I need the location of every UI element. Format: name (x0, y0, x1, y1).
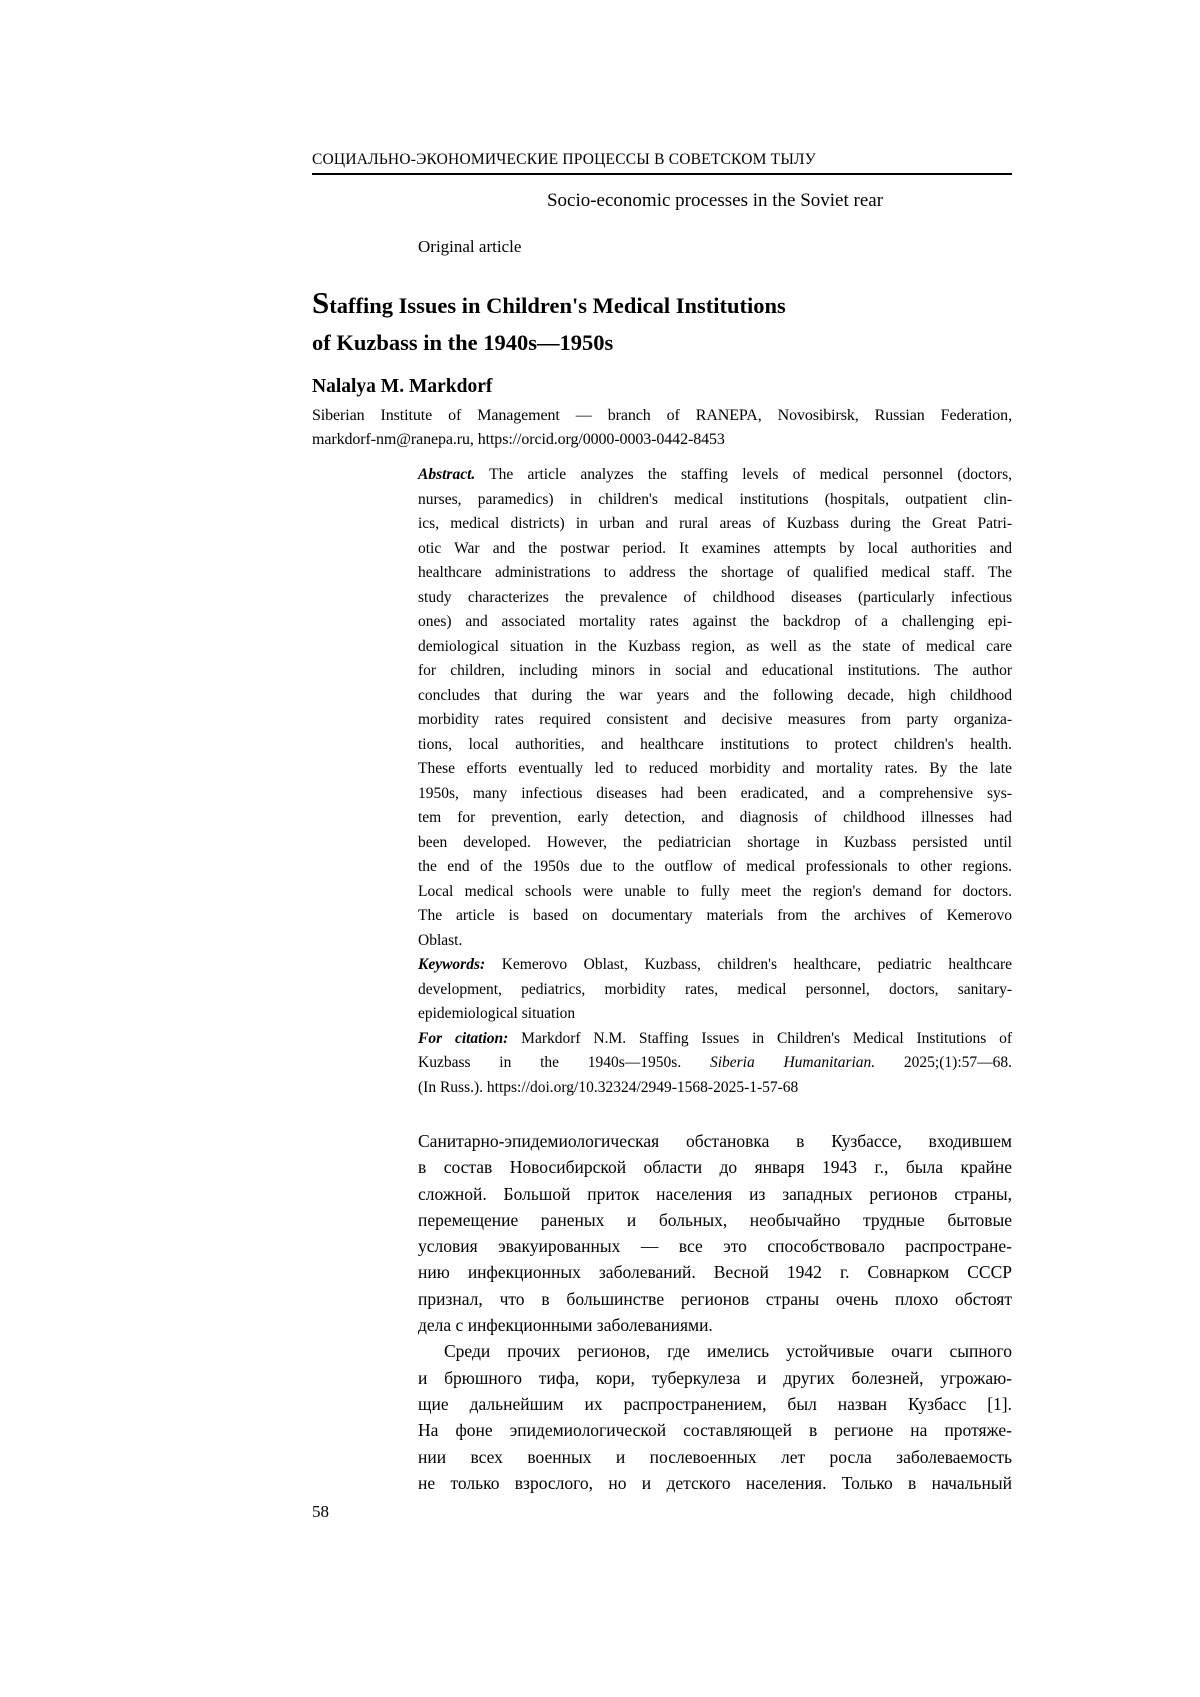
abstract-line: been developed. However, the pediatrician shortage in Kuzbass persisted until (418, 833, 1012, 851)
running-head-text: СОЦИАЛЬНО-ЭКОНОМИЧЕСКИЕ ПРОЦЕССЫ В СОВЕТСКОМ ТЫЛУ (312, 151, 816, 168)
journal-name: Siberia Humanitarian. (681, 1054, 876, 1071)
author-affiliation (312, 404, 1012, 452)
body-par2-line: нии всех военных и послевоенных лет росла заболеваемость (418, 1446, 1012, 1467)
keywords-line1-text: Kemerovo Oblast, Kuzbass, children's healthcare, pediatric healthcare (485, 956, 1012, 973)
abstract-line: otic War and the postwar period. It examines attempts by local authorities and (418, 539, 1012, 557)
abstract-section (418, 463, 1012, 1100)
body-par1-line: Санитарно-эпидемиологическая обстановка в Кузбассе, входившем (418, 1131, 1012, 1151)
abstract-line: demiological situation in the Kuzbass region, as well as the state of medical care (418, 637, 1012, 655)
body-par2-line: Среди прочих регионов, где имелись устойчивые очаги сыпного (444, 1341, 1012, 1362)
body-par1-line: перемещение раненых и больных, необычайно трудные бытовые (418, 1209, 1012, 1230)
body-par1-line: сложной. Большой приток населения из западных регионов страны, (418, 1183, 1012, 1204)
running-head (312, 150, 1012, 175)
abstract-line: morbidity rates required consistent and decisive measures from party organiza- (418, 711, 1012, 728)
author-name: Nalalya M. Markdorf (312, 376, 493, 397)
body-par1-line: признал, что в большинстве регионов страны очень плохо обстоят (418, 1288, 1012, 1309)
article-title-line1 (312, 284, 1012, 324)
body-par2-line: и брюшного тифа, кори, туберкулеза и других болезней, угрожаю- (418, 1367, 1012, 1388)
body-par2-line: На фоне эпидемиологической составляющей в регионе на протяже- (418, 1420, 1012, 1441)
affiliation-line1: Siberian Institute of Management — branch of RANEPA, Novosibirsk, Russian Federation, (312, 407, 1012, 424)
abstract-line-last: Oblast. (418, 931, 463, 949)
abstract-line: study characterizes the prevalence of childhood diseases (particularly infectious (418, 588, 1012, 606)
body-par2-line: не только взрослого, но и детского населения. Только в начальный (418, 1472, 1012, 1493)
citation-doi-line: (In Russ.). https://doi.org/10.32324/2949-1568-2025-1-57-68 (418, 1078, 799, 1096)
abstract-line1-text: The article analyzes the staffing levels of medical personnel (doctors, (475, 466, 1012, 483)
citation-label: For citation: (418, 1029, 509, 1047)
abstract-line: for children, including minors in social and educational institutions. The author (418, 662, 1012, 679)
citation-line (418, 1051, 1012, 1076)
abstract-line: the end of the 1950s due to the outflow of medical professionals to other regions. (418, 858, 1012, 875)
abstract-line: 1950s, many infectious diseases had been eradicated, and a comprehensive sys- (418, 784, 1012, 802)
abstract-line: The article is based on documentary materials from the archives of Kemerovo (418, 907, 1012, 924)
body-par1-line-last: дела с инфекционными заболеваниями. (418, 1315, 713, 1336)
abstract-line: healthcare administrations to address the shortage of qualified medical staff. The (418, 564, 1012, 581)
keywords-line: development, pediatrics, morbidity rates, medical personnel, doctors, sanitary- (418, 980, 1012, 998)
body-par1-line: условия эвакуированных — все это способствовало распростране- (418, 1236, 1012, 1257)
title-line1-text: taffing Issues in Children's Medical Institutions (329, 293, 786, 318)
abstract-line: tem for prevention, early detection, and diagnosis of childhood illnesses had (418, 809, 1012, 826)
title-drop-initial: S (312, 285, 330, 320)
article-title-line2: of Kuzbass in the 1940s—1950s (312, 330, 614, 355)
article-body (418, 1128, 1012, 1496)
article-type-label: Original article (418, 237, 522, 256)
body-par1-line: в состав Новосибирской области до января 1943 г., была крайне (418, 1157, 1012, 1178)
affiliation-line2: markdorf-nm@ranepa.ru, https://orcid.org/0000-0003-0442-8453 (312, 431, 725, 448)
section-title-english: Socio-economic processes in the Soviet rear (546, 190, 884, 211)
abstract-label: Abstract. (418, 466, 476, 483)
abstract-line: Local medical schools were unable to fully meet the region's demand for doctors. (418, 882, 1012, 900)
page-number: 58 (312, 1502, 329, 1521)
body-par2-line: щие дальнейшим их распространением, был назван Кузбасс [1]. (418, 1393, 1012, 1414)
citation-line2-pre: Kuzbass in the 1940s—1950s. (418, 1054, 682, 1071)
abstract-line (418, 463, 1012, 488)
abstract-line: nurses, paramedics) in children's medical institutions (hospitals, outpatient clin- (418, 490, 1012, 508)
citation-line (418, 1027, 1012, 1052)
keywords-line-last: epidemiological situation (418, 1005, 576, 1022)
abstract-line: concludes that during the war years and the following decade, high childhood (418, 686, 1012, 704)
abstract-line: These efforts eventually led to reduced morbidity and mortality rates. By the late (418, 760, 1012, 777)
citation-line2-post: 2025;(1):57—68. (875, 1054, 1012, 1071)
abstract-line: tions, local authorities, and healthcare institutions to protect children's health. (418, 735, 1012, 753)
body-par1-line: нию инфекционных заболеваний. Весной 1942 г. Совнарком СССР (418, 1262, 1012, 1283)
abstract-line: ics, medical districts) in urban and rural areas of Kuzbass during the Great Patri- (418, 515, 1012, 532)
abstract-line: ones) and associated mortality rates against the backdrop of a challenging epi- (418, 613, 1012, 630)
article-title (312, 284, 1012, 361)
citation-line1-text: Markdorf N.M. Staffing Issues in Children's Medical Institutions of (508, 1029, 1012, 1047)
keywords-line (418, 953, 1012, 978)
keywords-label: Keywords: (418, 956, 486, 973)
